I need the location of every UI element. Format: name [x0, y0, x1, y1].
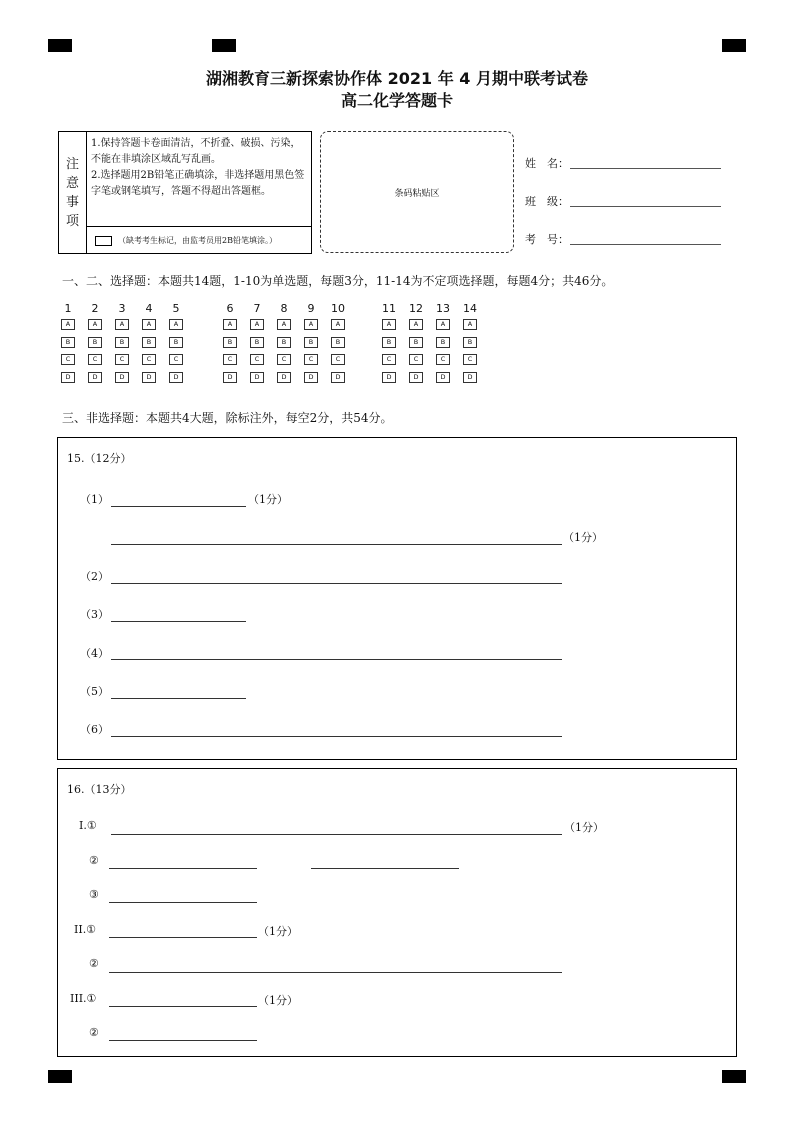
choice-bubble-a[interactable]: A	[382, 319, 396, 330]
q15-part3-blank[interactable]	[111, 621, 246, 622]
choice-bubble-b[interactable]: B	[223, 337, 237, 348]
question-number: 13	[436, 302, 450, 315]
q15-answer-box	[57, 437, 737, 760]
choice-bubble-b[interactable]: B	[331, 337, 345, 348]
choice-bubble-d[interactable]: D	[61, 372, 75, 383]
q16-iii2-label: ②	[89, 1026, 99, 1039]
choice-bubble-a[interactable]: A	[169, 319, 183, 330]
choice-bubble-c[interactable]: C	[304, 354, 318, 365]
question-number: 3	[118, 302, 126, 315]
notice-item-2: 2.选择题用2B铅笔正确填涂，非选择题用黑色签字笔或钢笔填写，答题不得超出答题框。	[91, 170, 305, 197]
q16-i3-label: ③	[89, 888, 99, 901]
q16-iii1-blank[interactable]	[109, 1006, 257, 1007]
choice-bubble-d[interactable]: D	[436, 372, 450, 383]
absent-mark-row	[86, 226, 311, 254]
q15-part1-label: （1）	[80, 493, 109, 506]
section-choice-heading: 一、二、选择题：本题共14题，1-10为单选题，每题3分，11-14为不定项选择题，每题4分；共46分。	[62, 274, 614, 288]
choice-bubble-d[interactable]: D	[88, 372, 102, 383]
q16-title: 16.（13分）	[67, 783, 132, 796]
notice-label-char: 注	[65, 156, 79, 172]
choice-bubble-b[interactable]: B	[115, 337, 129, 348]
q15-part4-blank[interactable]	[111, 659, 562, 660]
choice-bubble-d[interactable]: D	[250, 372, 264, 383]
q16-i2-blank-a[interactable]	[109, 868, 257, 869]
name-field[interactable]	[525, 155, 569, 171]
question-number: 10	[331, 302, 345, 315]
question-number: 8	[280, 302, 288, 315]
timing-mark-top-left	[48, 39, 72, 52]
q15-part2-label: （2）	[80, 570, 109, 583]
absent-mark-instruction: （缺考考生标记，由监考员用2B铅笔填涂。）	[118, 236, 277, 245]
choice-bubble-b[interactable]: B	[61, 337, 75, 348]
choice-bubble-c[interactable]: C	[436, 354, 450, 365]
q15-part4-label: （4）	[80, 647, 109, 660]
question-number: 12	[409, 302, 423, 315]
choice-bubble-c[interactable]: C	[61, 354, 75, 365]
q16-ii2-blank[interactable]	[109, 972, 562, 973]
choice-bubble-b[interactable]: B	[304, 337, 318, 348]
notice-box	[58, 131, 312, 254]
choice-bubble-d[interactable]: D	[331, 372, 345, 383]
exam-number-line[interactable]	[570, 244, 721, 245]
choice-bubble-c[interactable]: C	[250, 354, 264, 365]
class-label: 班 级：	[525, 195, 569, 208]
barcode-area	[320, 131, 514, 253]
barcode-label: 条码粘贴区	[394, 188, 440, 199]
absent-mark-checkbox[interactable]	[95, 236, 112, 246]
choice-bubble-c[interactable]: C	[88, 354, 102, 365]
question-number: 1	[64, 302, 72, 315]
q15-part3-label: （3）	[80, 608, 109, 621]
q15-part1-blank-2[interactable]	[111, 544, 562, 545]
choice-bubble-a[interactable]: A	[142, 319, 156, 330]
choice-bubble-b[interactable]: B	[463, 337, 477, 348]
choice-bubble-a[interactable]: A	[250, 319, 264, 330]
timing-mark-top-middle	[212, 39, 236, 52]
q15-part6-blank[interactable]	[111, 736, 562, 737]
q15-title: 15.（12分）	[67, 452, 132, 465]
choice-bubble-a[interactable]: A	[88, 319, 102, 330]
choice-bubble-b[interactable]: B	[409, 337, 423, 348]
choice-bubble-a[interactable]: A	[304, 319, 318, 330]
answer-sheet-title: 高二化学答题卡	[340, 91, 453, 110]
q16-ii1-label: II.①	[74, 923, 97, 936]
exam-number-label: 考 号：	[525, 233, 569, 246]
choice-bubble-c[interactable]: C	[223, 354, 237, 365]
choice-bubble-d[interactable]: D	[223, 372, 237, 383]
question-number: 11	[382, 302, 396, 315]
question-number: 6	[226, 302, 234, 315]
q15-part5-blank[interactable]	[111, 698, 246, 699]
q15-part6-label: （6）	[80, 723, 109, 736]
choice-bubble-b[interactable]: B	[382, 337, 396, 348]
q15-part2-blank[interactable]	[111, 583, 562, 584]
choice-bubble-b[interactable]: B	[277, 337, 291, 348]
q16-iii1-label: III.①	[70, 992, 97, 1005]
choice-bubble-c[interactable]: C	[463, 354, 477, 365]
q16-i1-blank[interactable]	[111, 834, 562, 835]
question-number: 7	[253, 302, 261, 315]
question-number: 4	[145, 302, 153, 315]
choice-bubble-b[interactable]: B	[142, 337, 156, 348]
choice-bubble-a[interactable]: A	[223, 319, 237, 330]
q16-ii2-label: ②	[89, 957, 99, 970]
choice-bubble-a[interactable]: A	[331, 319, 345, 330]
q15-part5-label: （5）	[80, 685, 109, 698]
choice-bubble-a[interactable]: A	[463, 319, 477, 330]
q16-ii1-blank[interactable]	[109, 937, 257, 938]
exam-title: 湖湘教育三新探索协作体 2021 年 4 月期中联考试卷	[206, 69, 588, 88]
choice-bubble-d[interactable]: D	[409, 372, 423, 383]
choice-bubble-a[interactable]: A	[436, 319, 450, 330]
q15-part1-score: （1分）	[248, 493, 288, 506]
choice-bubble-d[interactable]: D	[115, 372, 129, 383]
timing-mark-top-right	[722, 39, 746, 52]
q16-iii2-blank[interactable]	[109, 1040, 257, 1041]
choice-bubble-d[interactable]: D	[382, 372, 396, 383]
q16-i2-label: ②	[89, 854, 99, 867]
choice-bubble-c[interactable]: C	[409, 354, 423, 365]
name-label: 姓 名：	[525, 157, 569, 170]
q16-ii1-score: （1分）	[258, 925, 298, 938]
choice-bubble-c[interactable]: C	[169, 354, 183, 365]
name-line[interactable]	[570, 168, 721, 169]
choice-bubble-d[interactable]: D	[463, 372, 477, 383]
timing-mark-bottom-left	[48, 1070, 72, 1083]
q16-i3-blank[interactable]	[109, 902, 257, 903]
choice-bubble-d[interactable]: D	[142, 372, 156, 383]
q15-part1-score-2: （1分）	[563, 531, 603, 544]
choice-bubble-d[interactable]: D	[277, 372, 291, 383]
q16-i1-score: （1分）	[564, 821, 604, 834]
q16-i2-blank-b[interactable]	[311, 868, 459, 869]
notice-item-1: 1.保持答题卡卷面清洁，不折叠、破损、污染，不能在非填涂区域乱写乱画。	[91, 138, 301, 165]
choice-bubble-b[interactable]: B	[250, 337, 264, 348]
choice-bubble-a[interactable]: A	[115, 319, 129, 330]
q15-part1-blank[interactable]	[111, 506, 246, 507]
notice-label-char: 事	[65, 194, 79, 210]
section-nonchoice-heading: 三、非选择题：本题共4大题，除标注外，每空2分，共54分。	[62, 411, 393, 425]
notice-label	[59, 132, 87, 253]
notice-label-char: 意	[65, 175, 79, 191]
choice-bubble-c[interactable]: C	[115, 354, 129, 365]
choice-bubble-b[interactable]: B	[436, 337, 450, 348]
notice-text	[91, 136, 306, 200]
choice-bubble-b[interactable]: B	[169, 337, 183, 348]
choice-bubble-a[interactable]: A	[409, 319, 423, 330]
exam-number-field[interactable]	[525, 231, 569, 247]
question-number: 5	[172, 302, 180, 315]
q16-i1-label: I.①	[79, 819, 97, 832]
choice-bubble-d[interactable]: D	[304, 372, 318, 383]
choice-bubble-a[interactable]: A	[61, 319, 75, 330]
question-number: 2	[91, 302, 99, 315]
choice-bubble-d[interactable]: D	[169, 372, 183, 383]
choice-bubble-a[interactable]: A	[277, 319, 291, 330]
choice-bubble-c[interactable]: C	[142, 354, 156, 365]
class-line[interactable]	[570, 206, 721, 207]
class-field[interactable]	[525, 193, 569, 209]
q16-answer-box	[57, 768, 737, 1057]
question-number: 14	[463, 302, 477, 315]
choice-bubble-c[interactable]: C	[277, 354, 291, 365]
choice-bubble-b[interactable]: B	[88, 337, 102, 348]
choice-bubble-c[interactable]: C	[331, 354, 345, 365]
question-number: 9	[307, 302, 315, 315]
timing-mark-bottom-right	[722, 1070, 746, 1083]
q16-iii1-score: （1分）	[258, 994, 298, 1007]
choice-bubble-c[interactable]: C	[382, 354, 396, 365]
notice-label-char: 项	[65, 213, 79, 229]
